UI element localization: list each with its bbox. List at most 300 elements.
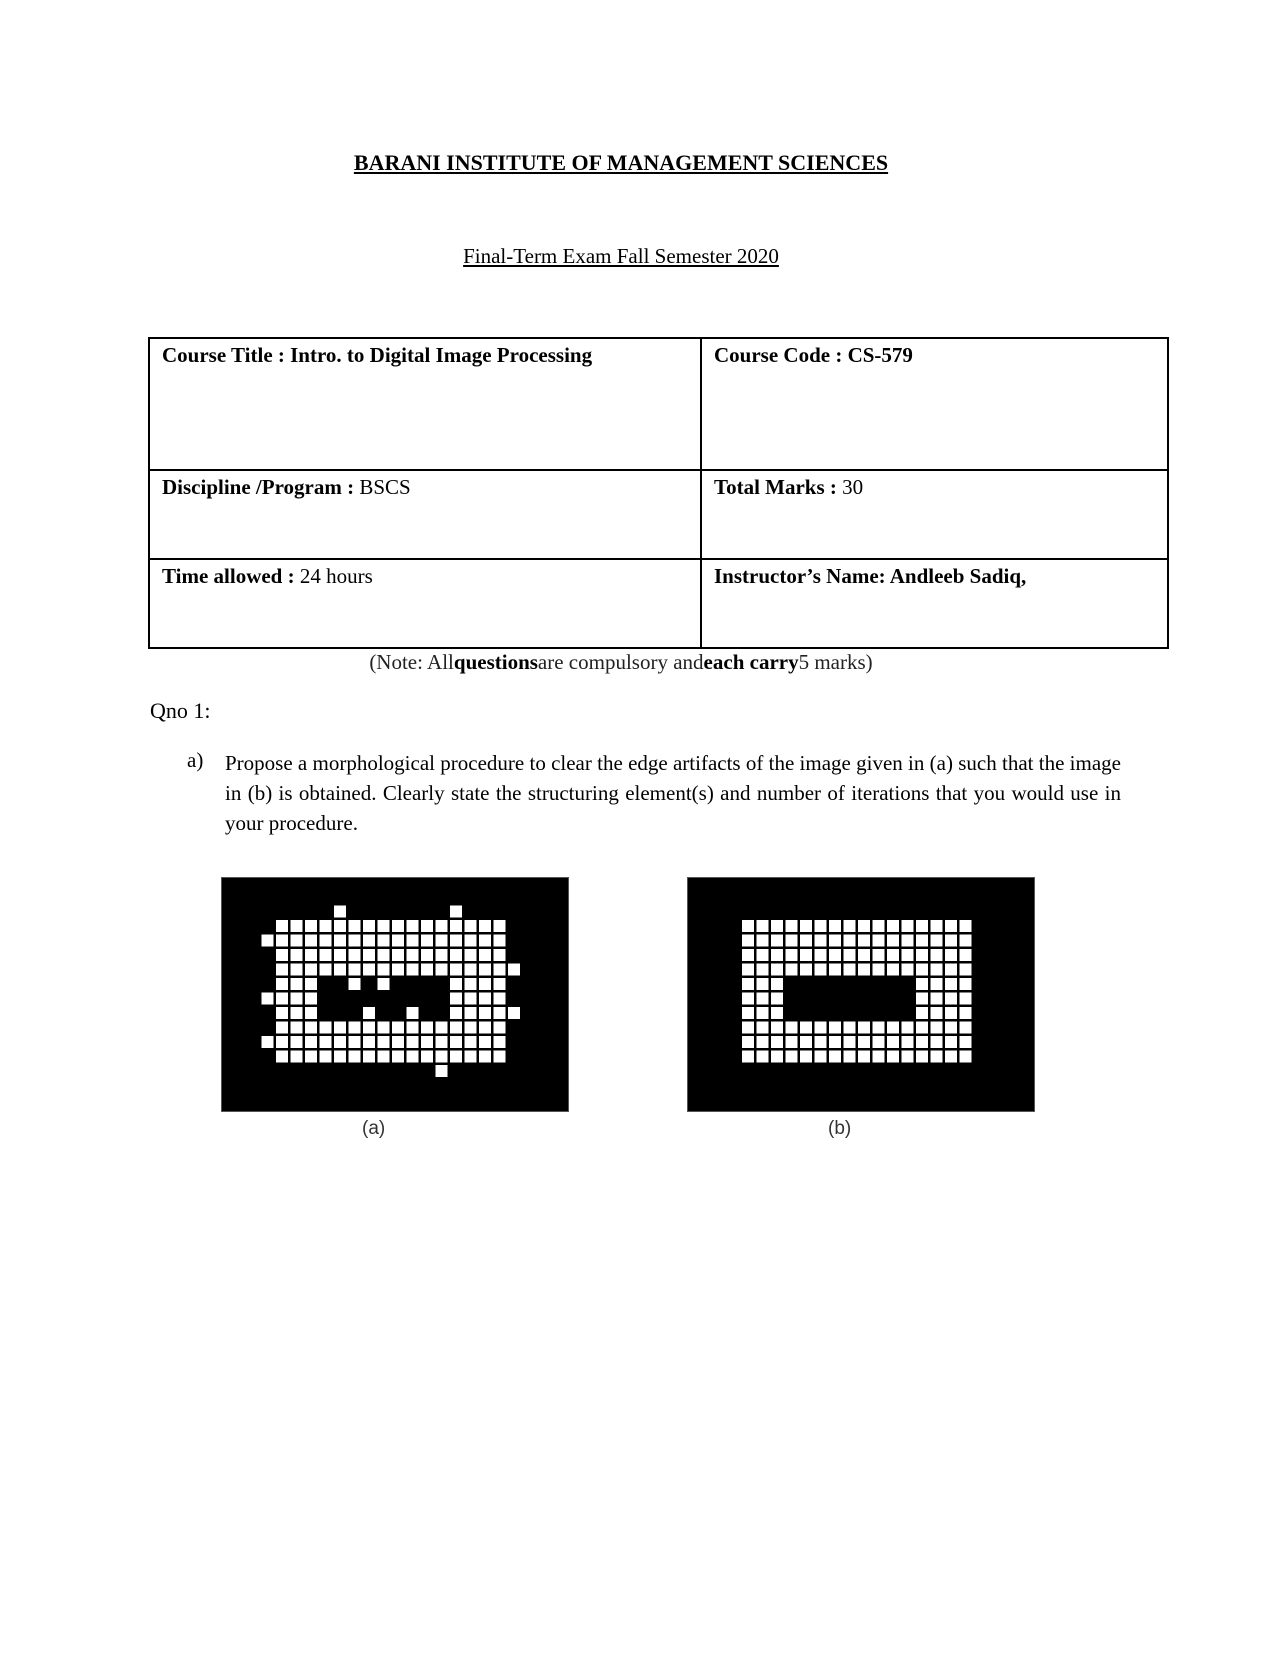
grid-pixel: [291, 920, 303, 932]
grid-pixel: [902, 964, 914, 976]
grid-pixel: [450, 964, 462, 976]
grid-pixel: [829, 1036, 841, 1048]
grid-pixel: [960, 964, 972, 976]
grid-pixel: [960, 1007, 972, 1019]
grid-pixel: [363, 1051, 375, 1063]
note-each-carry: each carry: [703, 650, 799, 674]
grid-pixel: [334, 1051, 346, 1063]
grid-pixel: [815, 964, 827, 976]
grid-pixel: [786, 935, 798, 947]
grid-pixel: [450, 1036, 462, 1048]
grid-pixel: [829, 964, 841, 976]
discipline-label: Discipline /Program :: [162, 475, 355, 499]
grid-pixel: [378, 920, 390, 932]
grid-pixel: [771, 1036, 783, 1048]
note-end: 5 marks: [798, 650, 866, 674]
note-close: ): [865, 650, 873, 674]
grid-pixel: [479, 1022, 491, 1034]
grid-pixel: [757, 1051, 769, 1063]
grid-pixel: [829, 1022, 841, 1034]
grid-pixel: [276, 1022, 288, 1034]
grid-pixel: [945, 935, 957, 947]
grid-pixel: [334, 964, 346, 976]
grid-pixel: [815, 1051, 827, 1063]
total-marks-cell: [701, 470, 1168, 559]
grid-pixel: [392, 1036, 404, 1048]
grid-pixel: [771, 1022, 783, 1034]
grid-pixel: [945, 964, 957, 976]
grid-pixel: [392, 1051, 404, 1063]
grid-pixel: [960, 1022, 972, 1034]
grid-pixel: [363, 1022, 375, 1034]
grid-pixel: [916, 993, 928, 1005]
grid-pixel: [378, 964, 390, 976]
grid-pixel: [757, 949, 769, 961]
grid-pixel: [378, 1036, 390, 1048]
grid-pixel: [508, 1007, 520, 1019]
grid-pixel: [450, 1022, 462, 1034]
grid-pixel: [479, 964, 491, 976]
grid-pixel: [262, 1036, 274, 1048]
table-row: [149, 338, 1168, 470]
grid-pixel: [407, 1051, 419, 1063]
grid-pixel: [421, 1022, 433, 1034]
grid-pixel: [276, 1007, 288, 1019]
grid-pixel: [363, 920, 375, 932]
grid-pixel: [902, 1036, 914, 1048]
grid-pixel: [421, 1036, 433, 1048]
grid-pixel: [450, 949, 462, 961]
grid-pixel: [757, 1022, 769, 1034]
grid-pixel: [757, 978, 769, 990]
grid-pixel: [436, 1036, 448, 1048]
grid-pixel: [931, 993, 943, 1005]
grid-pixel: [829, 1051, 841, 1063]
grid-pixel: [931, 1007, 943, 1019]
grid-pixel: [887, 935, 899, 947]
course-code: Course Code : CS-579: [714, 343, 913, 367]
grid-pixel: [800, 935, 812, 947]
grid-pixel: [742, 1051, 754, 1063]
grid-pixel: [786, 1022, 798, 1034]
grid-pixel: [902, 1022, 914, 1034]
grid-pixel: [320, 935, 332, 947]
grid-pixel: [960, 1036, 972, 1048]
grid-pixel: [494, 949, 506, 961]
grid-pixel: [450, 906, 462, 918]
grid-pixel: [829, 935, 841, 947]
grid-pixel: [436, 920, 448, 932]
grid-pixel: [844, 920, 856, 932]
grid-pixel: [960, 1051, 972, 1063]
grid-pixel: [276, 1036, 288, 1048]
grid-pixel: [771, 964, 783, 976]
grid-pixel: [873, 935, 885, 947]
grid-pixel: [436, 1065, 448, 1077]
grid-pixel: [742, 1022, 754, 1034]
grid-pixel: [392, 949, 404, 961]
grid-pixel: [494, 993, 506, 1005]
grid-pixel: [320, 1051, 332, 1063]
grid-pixel: [479, 993, 491, 1005]
grid-pixel: [786, 949, 798, 961]
course-title-cell: [149, 338, 701, 470]
grid-pixel: [945, 993, 957, 1005]
grid-pixel: [931, 1022, 943, 1034]
grid-pixel: [392, 920, 404, 932]
grid-pixel: [479, 1051, 491, 1063]
grid-pixel: [407, 964, 419, 976]
grid-pixel: [334, 949, 346, 961]
figure-a-caption: (a): [362, 1118, 386, 1139]
grid-pixel: [276, 964, 288, 976]
time-allowed-cell: [149, 559, 701, 648]
grid-pixel: [421, 920, 433, 932]
grid-pixel: [276, 993, 288, 1005]
grid-pixel: [291, 964, 303, 976]
note-questions: questions: [453, 650, 538, 674]
grid-pixel: [800, 964, 812, 976]
grid-pixel: [465, 1051, 477, 1063]
grid-pixel: [742, 1007, 754, 1019]
grid-pixel: [378, 1051, 390, 1063]
grid-pixel: [742, 1036, 754, 1048]
grid-pixel: [334, 1022, 346, 1034]
grid-pixel: [450, 1007, 462, 1019]
grid-pixel: [291, 993, 303, 1005]
grid-pixel: [436, 964, 448, 976]
grid-pixel: [320, 920, 332, 932]
grid-pixel: [916, 1036, 928, 1048]
grid-pixel: [291, 1036, 303, 1048]
grid-pixel: [945, 949, 957, 961]
grid-pixel: [771, 1051, 783, 1063]
grid-pixel: [945, 1051, 957, 1063]
grid-pixel: [771, 1007, 783, 1019]
grid-pixel: [378, 935, 390, 947]
grid-pixel: [742, 949, 754, 961]
grid-pixel: [494, 1051, 506, 1063]
grid-pixel: [960, 949, 972, 961]
grid-pixel: [931, 964, 943, 976]
discipline-cell: [149, 470, 701, 559]
grid-pixel: [858, 1022, 870, 1034]
grid-pixel: [771, 978, 783, 990]
grid-pixel: [465, 935, 477, 947]
grid-pixel: [479, 1036, 491, 1048]
grid-pixel: [276, 978, 288, 990]
grid-pixel: [479, 920, 491, 932]
grid-pixel: [887, 964, 899, 976]
grid-pixel: [320, 1036, 332, 1048]
course-code-cell: [701, 338, 1168, 470]
grid-pixel: [465, 964, 477, 976]
grid-pixel: [334, 920, 346, 932]
grid-pixel: [276, 935, 288, 947]
grid-pixel: [844, 964, 856, 976]
grid-pixel: [916, 978, 928, 990]
discipline-value: BSCS: [354, 475, 411, 499]
grid-pixel: [334, 1036, 346, 1048]
grid-pixel: [407, 920, 419, 932]
grid-pixel: [465, 949, 477, 961]
grid-pixel: [465, 920, 477, 932]
total-marks-label: Total Marks :: [714, 475, 837, 499]
grid-pixel: [334, 935, 346, 947]
grid-pixel: [887, 1036, 899, 1048]
grid-pixel: [829, 949, 841, 961]
grid-pixel: [757, 1036, 769, 1048]
grid-pixel: [465, 978, 477, 990]
grid-pixel: [407, 935, 419, 947]
grid-pixel: [349, 920, 361, 932]
grid-pixel: [436, 1051, 448, 1063]
grid-pixel: [465, 993, 477, 1005]
grid-pixel: [363, 935, 375, 947]
grid-pixel: [465, 1007, 477, 1019]
grid-pixel: [887, 1022, 899, 1034]
grid-pixel: [858, 964, 870, 976]
grid-pixel: [291, 935, 303, 947]
grid-pixel: [844, 1022, 856, 1034]
grid-pixel: [757, 1007, 769, 1019]
grid-pixel: [436, 935, 448, 947]
grid-pixel: [378, 949, 390, 961]
grid-pixel: [305, 1051, 317, 1063]
grid-pixel: [363, 964, 375, 976]
time-allowed-value: 24 hours: [294, 564, 373, 588]
grid-pixel: [844, 1036, 856, 1048]
grid-pixel: [786, 1051, 798, 1063]
instructor-cell: [701, 559, 1168, 648]
grid-pixel: [262, 935, 274, 947]
question-part-text: Propose a morphological procedure to clear the edge artifacts of the image given in (a) such that the image in (b) is obtained. Clearly state the structuring element(s) and number of iterations that you would use in your procedure.: [225, 751, 1121, 835]
grid-pixel: [494, 964, 506, 976]
grid-pixel: [902, 920, 914, 932]
grid-pixel: [916, 1051, 928, 1063]
grid-pixel: [757, 935, 769, 947]
grid-pixel: [742, 935, 754, 947]
grid-pixel: [916, 964, 928, 976]
grid-pixel: [407, 1007, 419, 1019]
grid-pixel: [916, 935, 928, 947]
grid-pixel: [320, 949, 332, 961]
grid-pixel: [771, 993, 783, 1005]
grid-pixel: [378, 1022, 390, 1034]
time-allowed-label: Time allowed :: [162, 564, 295, 588]
institute-title: BARANI INSTITUTE OF MANAGEMENT SCIENCES: [353, 150, 889, 175]
grid-pixel: [742, 978, 754, 990]
grid-pixel: [349, 978, 361, 990]
grid-pixel: [494, 1007, 506, 1019]
grid-pixel: [960, 993, 972, 1005]
grid-pixel: [450, 935, 462, 947]
question-number: Qno 1:: [150, 698, 211, 723]
grid-pixel: [305, 964, 317, 976]
figure-b-grid: [688, 878, 1034, 1111]
grid-pixel: [771, 920, 783, 932]
grid-pixel: [757, 993, 769, 1005]
figure-a-grid: [222, 878, 568, 1111]
grid-pixel: [945, 978, 957, 990]
grid-pixel: [407, 949, 419, 961]
grid-pixel: [291, 1022, 303, 1034]
grid-pixel: [916, 920, 928, 932]
grid-pixel: [305, 993, 317, 1005]
grid-pixel: [931, 1036, 943, 1048]
grid-pixel: [436, 1022, 448, 1034]
figure-b-caption: (b): [828, 1118, 852, 1139]
grid-pixel: [945, 1007, 957, 1019]
note-open: (Note: All: [369, 650, 454, 674]
grid-pixel: [305, 1036, 317, 1048]
grid-pixel: [450, 920, 462, 932]
grid-pixel: [873, 964, 885, 976]
grid-pixel: [479, 949, 491, 961]
note-middle: are compulsory and: [537, 650, 704, 674]
total-marks-value: 30: [836, 475, 864, 499]
grid-pixel: [305, 935, 317, 947]
grid-pixel: [320, 1022, 332, 1034]
grid-pixel: [945, 1036, 957, 1048]
grid-pixel: [800, 949, 812, 961]
grid-pixel: [494, 935, 506, 947]
grid-pixel: [945, 920, 957, 932]
instructor-name: Instructor’s Name: Andleeb Sadiq,: [714, 564, 1027, 588]
grid-pixel: [494, 1036, 506, 1048]
grid-pixel: [291, 978, 303, 990]
grid-pixel: [305, 1007, 317, 1019]
grid-pixel: [421, 1051, 433, 1063]
grid-pixel: [960, 935, 972, 947]
grid-pixel: [800, 920, 812, 932]
grid-pixel: [305, 1022, 317, 1034]
table-row: [149, 559, 1168, 648]
grid-pixel: [479, 978, 491, 990]
grid-pixel: [494, 978, 506, 990]
grid-pixel: [858, 949, 870, 961]
grid-pixel: [844, 1051, 856, 1063]
grid-pixel: [786, 920, 798, 932]
grid-pixel: [262, 993, 274, 1005]
grid-pixel: [334, 906, 346, 918]
table-row: [149, 470, 1168, 559]
grid-pixel: [742, 964, 754, 976]
grid-pixel: [960, 978, 972, 990]
grid-pixel: [276, 920, 288, 932]
grid-pixel: [771, 949, 783, 961]
grid-pixel: [421, 935, 433, 947]
grid-pixel: [786, 1036, 798, 1048]
grid-pixel: [436, 949, 448, 961]
grid-pixel: [363, 1036, 375, 1048]
grid-pixel: [450, 978, 462, 990]
grid-pixel: [873, 920, 885, 932]
grid-pixel: [392, 1022, 404, 1034]
grid-pixel: [800, 1022, 812, 1034]
grid-pixel: [305, 920, 317, 932]
grid-pixel: [858, 920, 870, 932]
grid-pixel: [363, 1007, 375, 1019]
grid-pixel: [858, 1051, 870, 1063]
grid-pixel: [887, 920, 899, 932]
grid-pixel: [931, 978, 943, 990]
exam-title: Final-Term Exam Fall Semester 2020: [463, 244, 779, 268]
grid-pixel: [844, 935, 856, 947]
grid-pixel: [873, 1051, 885, 1063]
grid-pixel: [349, 1022, 361, 1034]
grid-pixel: [858, 935, 870, 947]
grid-pixel: [305, 949, 317, 961]
grid-pixel: [887, 1051, 899, 1063]
grid-pixel: [291, 1007, 303, 1019]
grid-pixel: [276, 949, 288, 961]
grid-pixel: [349, 964, 361, 976]
grid-pixel: [873, 949, 885, 961]
grid-pixel: [465, 1022, 477, 1034]
grid-pixel: [931, 1051, 943, 1063]
grid-pixel: [916, 1007, 928, 1019]
grid-pixel: [742, 920, 754, 932]
grid-pixel: [873, 1022, 885, 1034]
exam-note: [0, 650, 1242, 675]
grid-pixel: [291, 1051, 303, 1063]
grid-pixel: [363, 949, 375, 961]
grid-pixel: [829, 920, 841, 932]
grid-pixel: [392, 935, 404, 947]
grid-pixel: [479, 1007, 491, 1019]
grid-pixel: [873, 1036, 885, 1048]
grid-pixel: [349, 1051, 361, 1063]
grid-pixel: [902, 1051, 914, 1063]
grid-pixel: [479, 935, 491, 947]
grid-pixel: [450, 1051, 462, 1063]
grid-pixel: [800, 1051, 812, 1063]
grid-pixel: [887, 949, 899, 961]
grid-pixel: [305, 978, 317, 990]
grid-pixel: [960, 920, 972, 932]
grid-pixel: [742, 993, 754, 1005]
grid-pixel: [945, 1022, 957, 1034]
grid-pixel: [815, 920, 827, 932]
grid-pixel: [320, 964, 332, 976]
grid-pixel: [800, 1036, 812, 1048]
grid-pixel: [407, 1022, 419, 1034]
grid-pixel: [916, 949, 928, 961]
grid-pixel: [757, 920, 769, 932]
grid-pixel: [494, 1022, 506, 1034]
grid-pixel: [815, 949, 827, 961]
grid-pixel: [771, 935, 783, 947]
grid-pixel: [786, 964, 798, 976]
figure-b-image: [687, 877, 1035, 1112]
grid-pixel: [916, 1022, 928, 1034]
grid-pixel: [815, 1022, 827, 1034]
grid-pixel: [902, 949, 914, 961]
grid-pixel: [407, 1036, 419, 1048]
grid-pixel: [421, 949, 433, 961]
grid-pixel: [931, 949, 943, 961]
grid-pixel: [815, 935, 827, 947]
course-info-table: [148, 337, 1169, 649]
grid-pixel: [931, 920, 943, 932]
grid-pixel: [858, 1036, 870, 1048]
grid-pixel: [844, 949, 856, 961]
grid-pixel: [931, 935, 943, 947]
figure-a-image: [221, 877, 569, 1112]
grid-pixel: [421, 964, 433, 976]
grid-pixel: [378, 978, 390, 990]
